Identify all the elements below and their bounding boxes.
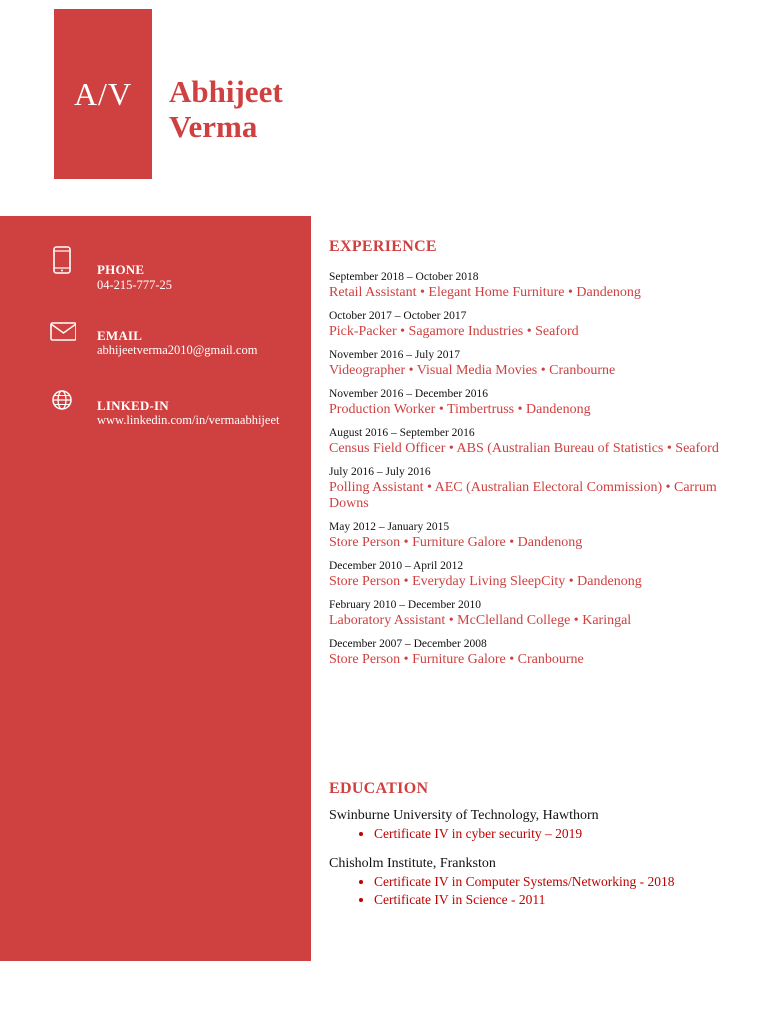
last-name: Verma: [169, 109, 258, 144]
job-dates: November 2016 – December 2016: [329, 388, 489, 400]
job-dates: July 2016 – July 2016: [329, 466, 431, 478]
job-dates: August 2016 – September 2016: [329, 427, 475, 439]
certificate-item: • Certificate IV in cyber security – 2019: [374, 825, 749, 843]
linkedin-value[interactable]: www.linkedin.com/in/vermaabhijeet: [97, 413, 280, 427]
experience-heading: EXPERIENCE: [329, 238, 437, 255]
job-role: Store Person • Everyday Living SleepCity • Dandenong: [329, 574, 642, 589]
globe-icon: [50, 389, 76, 417]
job-role: Retail Assistant • Elegant Home Furniture • Dandenong: [329, 285, 641, 300]
experience-item: [329, 465, 729, 512]
experience-item: [329, 520, 729, 551]
job-dates: November 2016 – July 2017: [329, 349, 460, 361]
job-role: Pick-Packer • Sagamore Industries • Seaford: [329, 324, 579, 339]
job-role: Store Person • Furniture Galore • Dandenong: [329, 535, 583, 550]
email-label: EMAIL: [97, 328, 143, 343]
job-role: Videographer • Visual Media Movies • Cranbourne: [329, 363, 616, 378]
education-heading: EDUCATION: [329, 780, 429, 797]
job-role: Laboratory Assistant • McClelland College • Karingal: [329, 613, 632, 628]
job-dates: December 2010 – April 2012: [329, 560, 464, 572]
certificate-list: [329, 873, 749, 909]
experience-item: [329, 598, 729, 629]
email-value[interactable]: abhijeetverma2010@gmail.com: [97, 343, 258, 357]
job-dates: February 2010 – December 2010: [329, 599, 482, 611]
school-name: Swinburne University of Technology, Hawthorn: [329, 808, 599, 823]
job-dates: September 2018 – October 2018: [329, 271, 479, 283]
phone-value: 04-215-777-25: [97, 278, 172, 292]
envelope-icon: [50, 321, 76, 349]
first-name: Abhijeet: [169, 74, 283, 109]
job-dates: December 2007 – December 2008: [329, 638, 487, 650]
job-role: Census Field Officer • ABS (Australian Bureau of Statistics • Seaford: [329, 441, 719, 456]
certificate-list: [329, 825, 749, 843]
certificate-item: • Certificate IV in Science - 2011: [374, 891, 749, 909]
monogram-block: [54, 9, 152, 179]
phone-icon: [50, 246, 76, 274]
education-list: [329, 807, 749, 921]
contact-sidebar: [0, 216, 311, 961]
job-dates: May 2012 – January 2015: [329, 521, 450, 533]
experience-item: [329, 309, 729, 340]
school-name: Chisholm Institute, Frankston: [329, 856, 496, 871]
experience-item: [329, 559, 729, 590]
experience-list: [329, 270, 729, 676]
job-dates: October 2017 – October 2017: [329, 310, 467, 322]
certificate-item: • Certificate IV in Computer Systems/Networking - 2018: [374, 873, 749, 891]
person-name: [169, 74, 283, 144]
experience-item: [329, 426, 729, 457]
phone-label: PHONE: [97, 262, 145, 277]
monogram-text: A/V: [73, 75, 133, 112]
job-role: Store Person • Furniture Galore • Cranbourne: [329, 652, 584, 667]
linkedin-label: LINKED-IN: [97, 398, 169, 413]
experience-item: [329, 270, 729, 301]
job-role: Production Worker • Timbertruss • Dandenong: [329, 402, 591, 417]
experience-item: [329, 387, 729, 418]
experience-item: [329, 348, 729, 379]
experience-item: [329, 637, 729, 668]
job-role: Polling Assistant • AEC (Australian Electoral Commission) • Carrum Downs: [329, 480, 717, 511]
